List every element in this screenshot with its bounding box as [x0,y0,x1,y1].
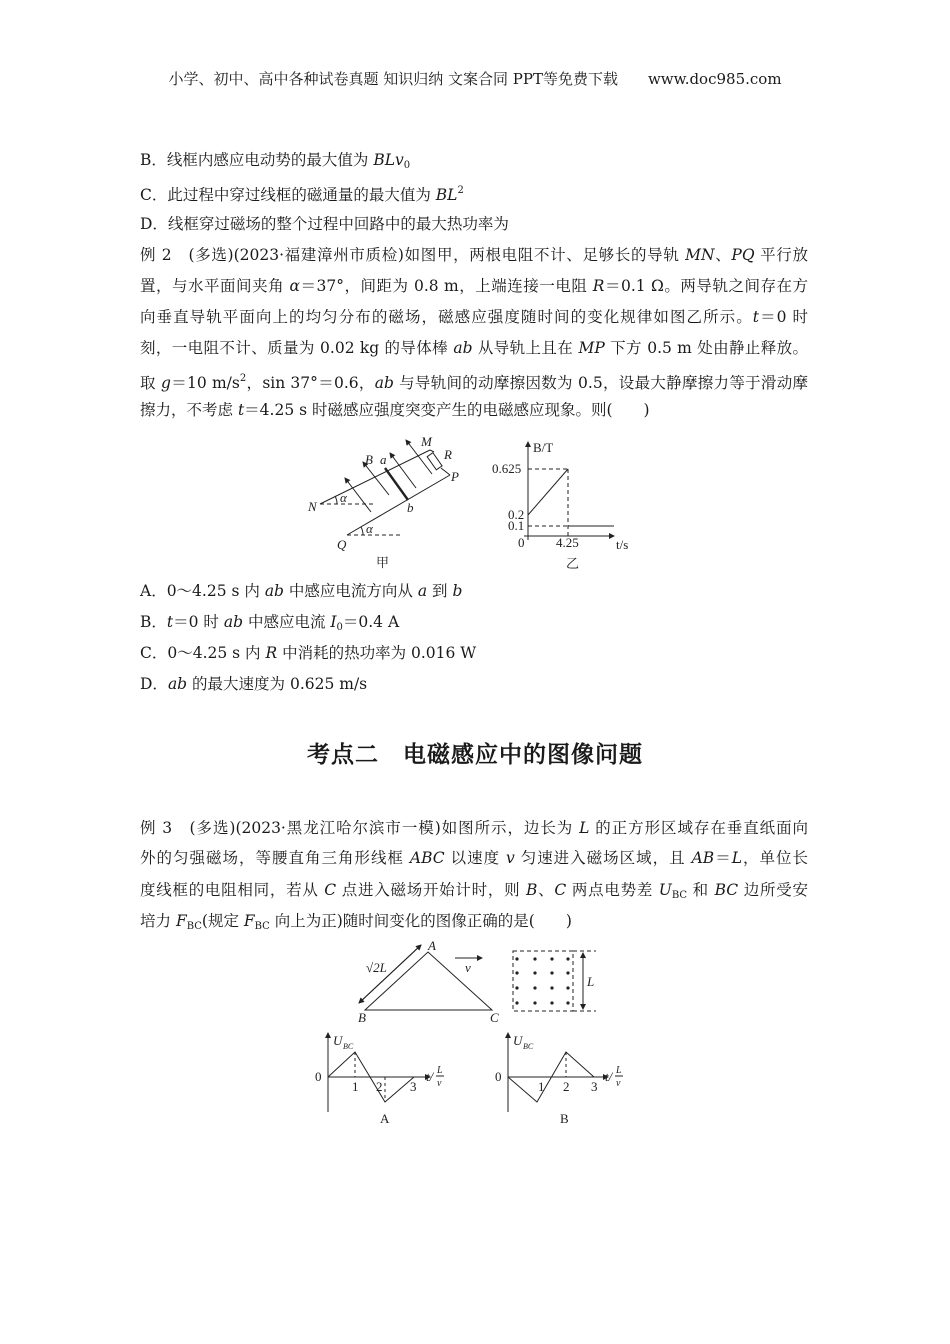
graph-a-xlabel: t/ [426,1069,434,1084]
magnetic-field-square [513,951,573,1011]
text-run: t [166,613,174,631]
yi-origin: 0 [518,535,525,550]
caption-jia: 甲 [376,555,390,570]
graph-a-ylabel: U [333,1033,343,1048]
graph-a-ysub: BC [343,1042,354,1051]
text-run: B [526,881,538,899]
text-run: BL [435,186,458,204]
text-run: ABC [409,849,445,867]
text-run: ＝0 时 [173,613,224,631]
graph-b-caption: B [560,1111,569,1126]
text-run: b [452,582,463,600]
label-alpha: α [366,521,373,536]
text-run: ab [374,374,394,392]
text-run: D．线框穿过磁场的整个过程中回路中的最大热功率为 [140,215,509,233]
graph-b-tick: 1 [538,1079,545,1094]
text-run: AB [691,849,715,867]
text-run: ab [167,675,188,693]
text-run: 与导轨间的动摩擦因数为 0.5，设最大静摩擦力等于滑动摩 [393,374,808,392]
text-run: ab [223,613,244,631]
text-run: A．0～4.25 s 内 [140,582,265,600]
graph-a-caption: A [380,1111,390,1126]
text-run: D． [140,675,168,693]
text-run: 、 [714,246,732,264]
text-run: BLv [373,151,404,169]
label-a: a [380,452,387,467]
graph-b-ysub: BC [523,1042,534,1051]
graph-b-xlabel: t/ [605,1069,613,1084]
text-run: 下方 0.5 m 处由静止释放。 [604,339,808,357]
text-run: 的最大速度为 0.625 m/s [187,675,368,693]
graph-a-tick: 2 [376,1079,383,1094]
text-run: B．线框内感应电动势的最大值为 [140,151,374,169]
text-run: L [579,819,590,837]
text-run: ab [453,339,473,357]
text-run: 向上为正)随时间变化的图像正确的是( ) [269,912,572,930]
field-arrows [345,440,432,512]
text-run: (规定 [201,912,244,930]
label-N: N [308,499,317,514]
graph-b-tick: 3 [591,1079,598,1094]
text-run: v [506,849,515,867]
text-run: ＝0 时 [759,308,808,326]
text-run: F [243,912,255,930]
text-run: g [161,374,171,392]
label-L: L [587,974,595,989]
text-run: C [554,881,567,899]
text-run: 从导轨上且在 [472,339,579,357]
text-run: BC [254,921,270,932]
text-run: R [592,277,605,295]
text-run: C．此过程中穿过线框的磁通量的最大值为 [140,186,436,204]
text-run: C [324,881,337,899]
text-run: R [265,644,278,662]
graph-b-xfrac-num: L [616,1065,622,1076]
text-run: 中消耗的热功率为 0.016 W [277,644,477,662]
graph-a-tick: 3 [410,1079,417,1094]
text-run: 和 [687,881,715,899]
label-C: C [490,1010,499,1025]
caption-yi: 乙 [566,556,580,571]
text-run: 0 [403,160,411,171]
text-run: ，单位长 [742,849,808,867]
text-run: C．0～4.25 s 内 [140,644,266,662]
text-run: U [658,881,672,899]
text-run: ab [264,582,284,600]
text-run: I [330,613,337,631]
graph-a-tick: 1 [352,1079,359,1094]
graph-b-origin: 0 [495,1069,502,1084]
label-side: √2L [366,960,387,975]
label-B: B [358,1010,366,1025]
text-run: BC [186,921,202,932]
text-run: ＝4.25 s 时磁感应强度突变产生的电磁感应现象。则( ) [244,401,650,419]
text-run: 两点电势差 [566,881,659,899]
text-run: PQ [731,246,755,264]
text-run: 平行放 [754,246,808,264]
text-run: 、 [537,881,555,899]
text-run: B． [140,613,167,631]
text-run: 刻，一电阻不计、质量为 0.02 kg 的导体棒 [140,339,454,357]
yi-tick-425: 4.25 [556,535,579,550]
text-run: ＝ [714,849,732,867]
text-run: 到 [427,582,453,600]
section-title: 考点二 电磁感应中的图像问题 [307,742,643,768]
text-run: BC [714,881,739,899]
text-run: 2 [239,373,247,384]
page-header: 小学、初中、高中各种试卷真题 知识归纳 文案合同 PPT等免费下载 www.doc985.com [168,70,782,88]
label-v: v [465,960,471,975]
label-B: B [365,452,373,467]
yi-tick-0625: 0.625 [492,461,522,476]
text-run: 中感应电流 [243,613,331,631]
text-run: ＝0.4 A [342,613,400,631]
label-R: R [444,447,452,462]
text-run: ，sin 37°＝0.6， [246,374,375,392]
text-run: 例 2 (多选)(2023·福建漳州市质检)如图甲，两根电阻不计、足够长的导轨 [140,246,686,264]
text-run: 度线框的电阻相同，若从 [140,881,325,899]
text-run: ＝37°，间距为 0.8 m，上端连接一电阻 [300,277,593,295]
text-run: ＝0.1 Ω。两导轨之间存在方 [604,277,808,295]
graph-b-xfrac-den: v [616,1078,621,1089]
text-run: 向垂直导轨平面向上的均匀分布的磁场，磁感应强度随时间的变化规律如图乙所示。 [140,308,753,326]
yi-tick-01: 0.1 [508,518,525,533]
text-run: F [175,912,187,930]
text-run: 置，与水平面间夹角 [140,277,290,295]
label-M: M [421,434,432,449]
text-run: 外的匀强磁场，等腰直角三角形线框 [140,849,410,867]
yi-tick-02: 0.2 [508,507,525,522]
text-run: 中感应电流方向从 [283,582,418,600]
text-run: MP [578,339,605,357]
label-A: A [428,938,436,953]
text-run: t [237,401,245,419]
label-alpha: α [340,490,347,505]
graph-b-tick: 2 [563,1079,570,1094]
label-Q: Q [337,537,347,552]
text-run: 的正方形区域存在垂直纸面向 [589,819,809,837]
yi-xlabel: t/s [616,537,629,552]
text-run: 擦力，不考虑 [140,401,238,419]
b-ramp-line [528,469,568,515]
text-run: t [752,308,760,326]
graph-a-xfrac-num: L [437,1065,443,1076]
graph-b-ylabel: U [513,1033,523,1048]
text-run: 例 3 (多选)(2023·黑龙江哈尔滨市一模)如图所示，边长为 [140,819,580,837]
label-b: b [407,500,414,515]
text-run: a [417,582,428,600]
figure-yi-axes [524,442,614,540]
text-run: 培力 [140,912,176,930]
text-run: 取 [140,374,162,392]
text-run: MN [685,246,715,264]
graph-a-xfrac-den: v [437,1078,442,1089]
text-run: 点进入磁场开始计时，则 [336,881,527,899]
text-run: 2 [457,185,464,196]
text-run: 以速度 [444,849,506,867]
graph-a-origin: 0 [315,1069,322,1084]
label-P: P [451,469,459,484]
text-run: 边所受安 [738,881,808,899]
text-run: 0 [336,622,343,633]
text-run: BC [671,890,688,901]
text-run: ＝10 m/s [170,374,240,392]
field-dots [515,957,569,1004]
text-run: L [731,849,742,867]
text-run: α [289,277,300,295]
text-run: 匀速进入磁场区域，且 [514,849,692,867]
yi-ylabel: B/T [533,440,554,455]
